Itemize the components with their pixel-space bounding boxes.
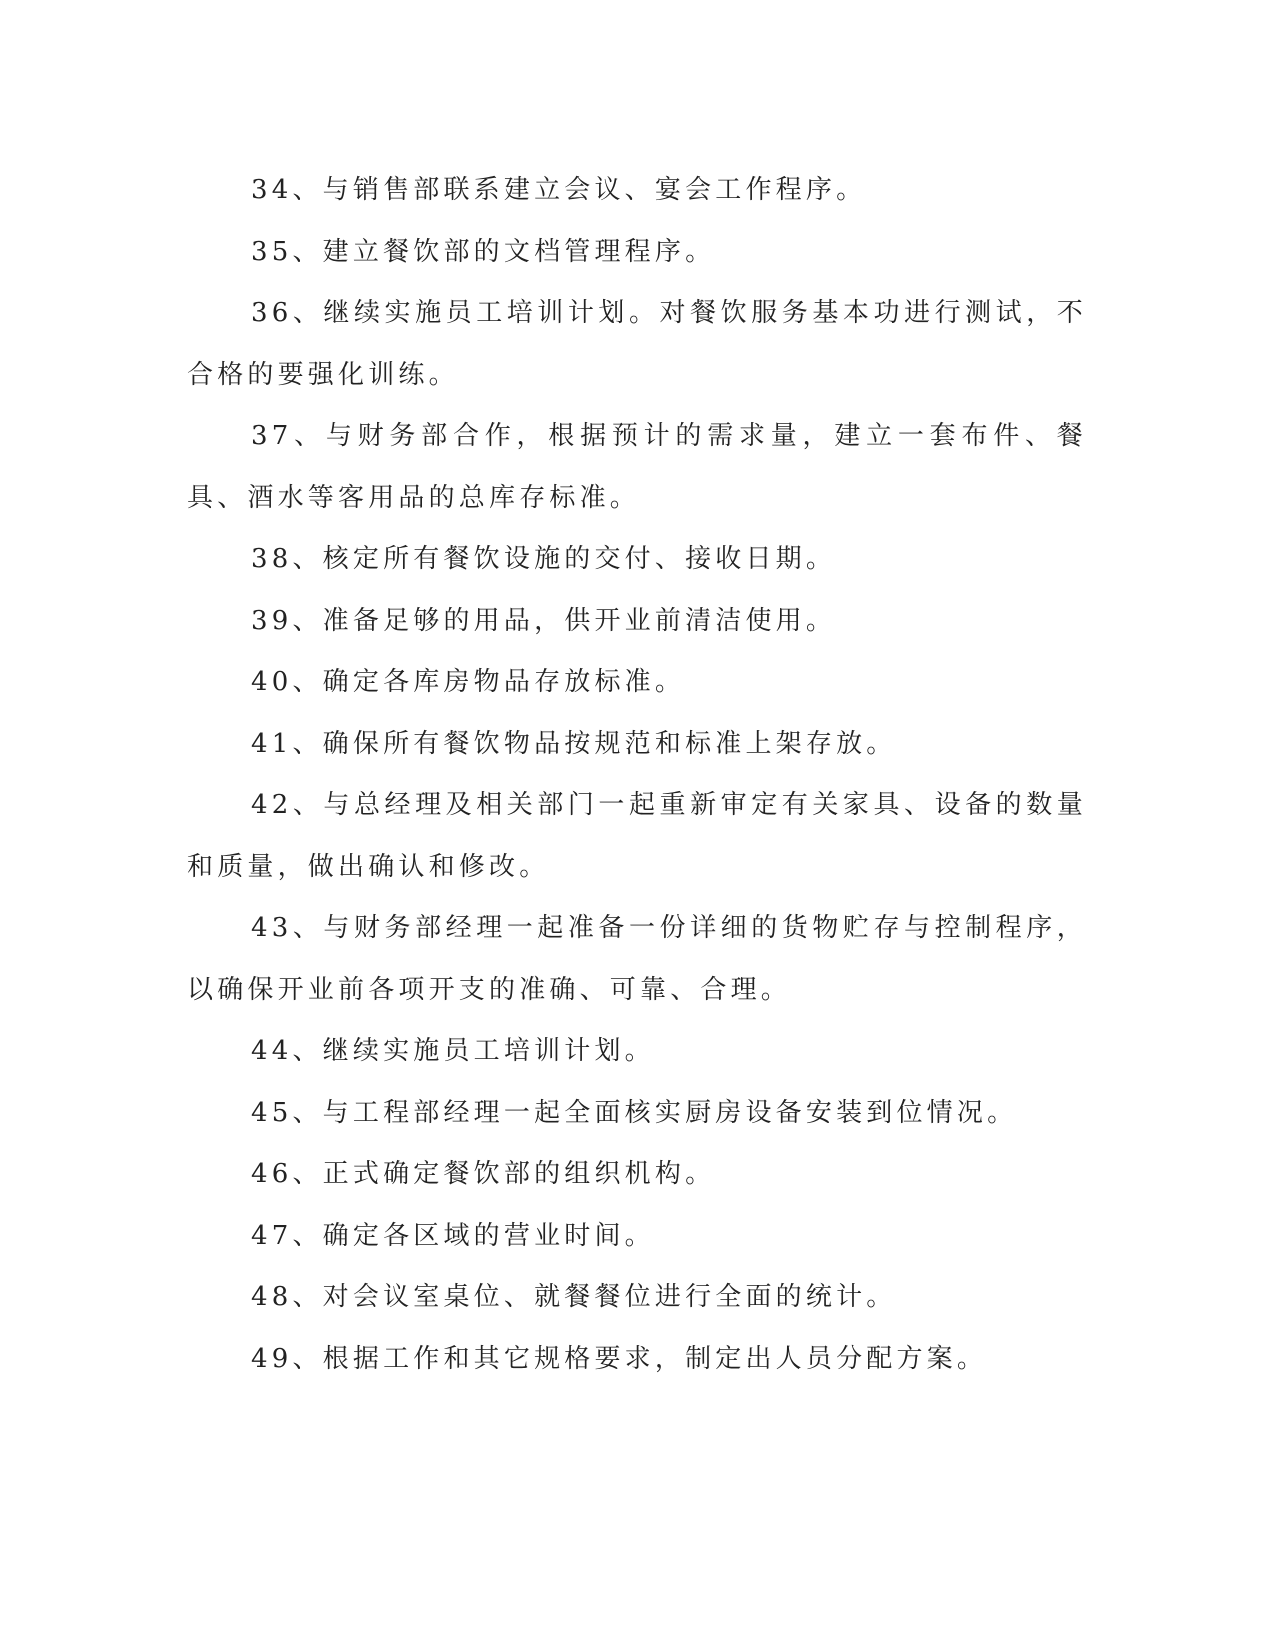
paragraph-39: 39、准备足够的用品，供开业前清洁使用。: [251, 605, 837, 636]
paragraph-36: 36、继续实施员工培训计划。对餐饮服务基本功进行测试，不合格的要强化训练。: [187, 298, 1087, 390]
paragraph-40: 40、确定各库房物品存放标准。: [251, 667, 686, 697]
paragraph-41: 41、确保所有餐饮物品按规范和标准上架存放。: [251, 728, 897, 759]
paragraph-42: 42、与总经理及相关部门一起重新审定有关家具、设备的数量和质量，做出确认和修改。: [187, 790, 1087, 882]
paragraph-46: 46、正式确定餐饮部的组织机构。: [251, 1159, 716, 1189]
paragraph-45: 45、与工程部经理一起全面核实厨房设备安装到位情况。: [251, 1097, 1018, 1128]
paragraph-49: 49、根据工作和其它规格要求，制定出人员分配方案。: [251, 1343, 988, 1374]
document-body: [187, 160, 1087, 1390]
paragraph-35: 35、建立餐饮部的文档管理程序。: [251, 236, 716, 267]
paragraph-44: 44、继续实施员工培训计划。: [251, 1036, 655, 1066]
paragraph-43: 43、与财务部经理一起准备一份详细的货物贮存与控制程序，以确保开业前各项开支的准确、可靠、合理。: [187, 913, 1087, 1005]
paragraph-47: 47、确定各区域的营业时间。: [251, 1220, 655, 1251]
paragraph-38: 38、核定所有餐饮设施的交付、接收日期。: [251, 544, 837, 574]
paragraph-48: 48、对会议室桌位、就餐餐位进行全面的统计。: [251, 1282, 897, 1312]
paragraph-34: 34、与销售部联系建立会议、宴会工作程序。: [251, 175, 867, 205]
paragraph-37: 37、与财务部合作，根据预计的需求量，建立一套布件、餐具、酒水等客用品的总库存标准。: [187, 421, 1087, 513]
